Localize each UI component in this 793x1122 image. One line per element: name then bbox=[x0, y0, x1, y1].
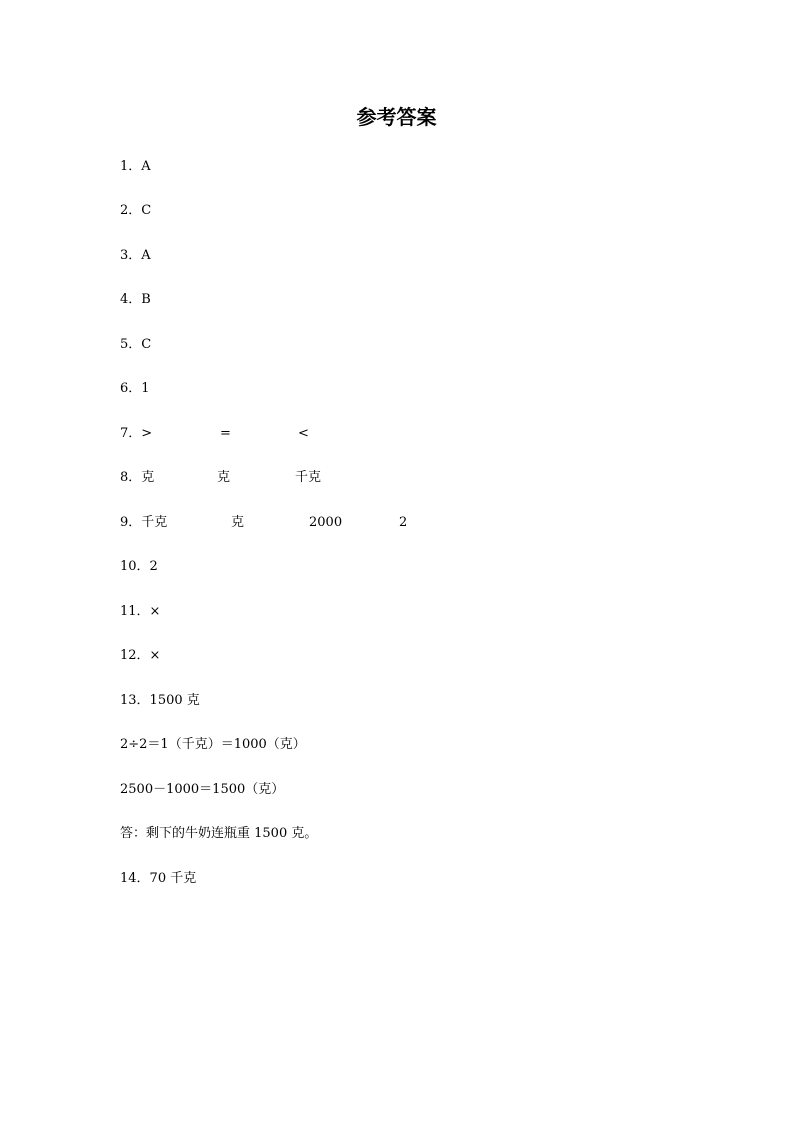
answer-5: 5．C bbox=[120, 337, 152, 352]
answer-13-step-2: 2500－1000＝1500（克） bbox=[120, 782, 285, 797]
answer-9-blank-1: 9．千克 bbox=[120, 515, 168, 530]
page-title: 参考答案 bbox=[356, 105, 437, 129]
answer-10: 10．2 bbox=[120, 559, 158, 574]
answer-13-step-1: 2÷2＝1（千克）＝1000（克） bbox=[120, 737, 306, 752]
answer-9 bbox=[120, 514, 440, 532]
answer-8-blank-3: 千克 bbox=[295, 470, 322, 485]
answer-2: 2．C bbox=[120, 203, 152, 218]
answer-12: 12．× bbox=[120, 648, 161, 663]
answer-4: 4．B bbox=[120, 292, 151, 307]
answer-8-blank-1: 8．克 bbox=[120, 470, 155, 485]
answer-11: 11．× bbox=[120, 604, 161, 619]
answer-14: 14．70 千克 bbox=[120, 871, 197, 886]
answer-7-blank-3: < bbox=[298, 426, 309, 441]
answer-7-blank-2: = bbox=[220, 426, 231, 441]
answer-9-blank-2: 克 bbox=[231, 515, 245, 530]
answer-8 bbox=[120, 469, 420, 487]
answer-6: 6．1 bbox=[120, 381, 150, 396]
answer-13: 13．1500 克 bbox=[120, 693, 200, 708]
answer-8-blank-2: 克 bbox=[217, 470, 231, 485]
answer-1: 1．A bbox=[120, 159, 151, 174]
answer-7-blank-1: 7．> bbox=[120, 426, 153, 441]
answer-7 bbox=[120, 425, 420, 443]
answer-3: 3．A bbox=[120, 248, 151, 263]
answer-9-blank-4: 2 bbox=[399, 515, 408, 530]
answer-9-blank-3: 2000 bbox=[309, 515, 343, 530]
answer-13-conclusion: 答：剩下的牛奶连瓶重 1500 克。 bbox=[120, 826, 318, 841]
